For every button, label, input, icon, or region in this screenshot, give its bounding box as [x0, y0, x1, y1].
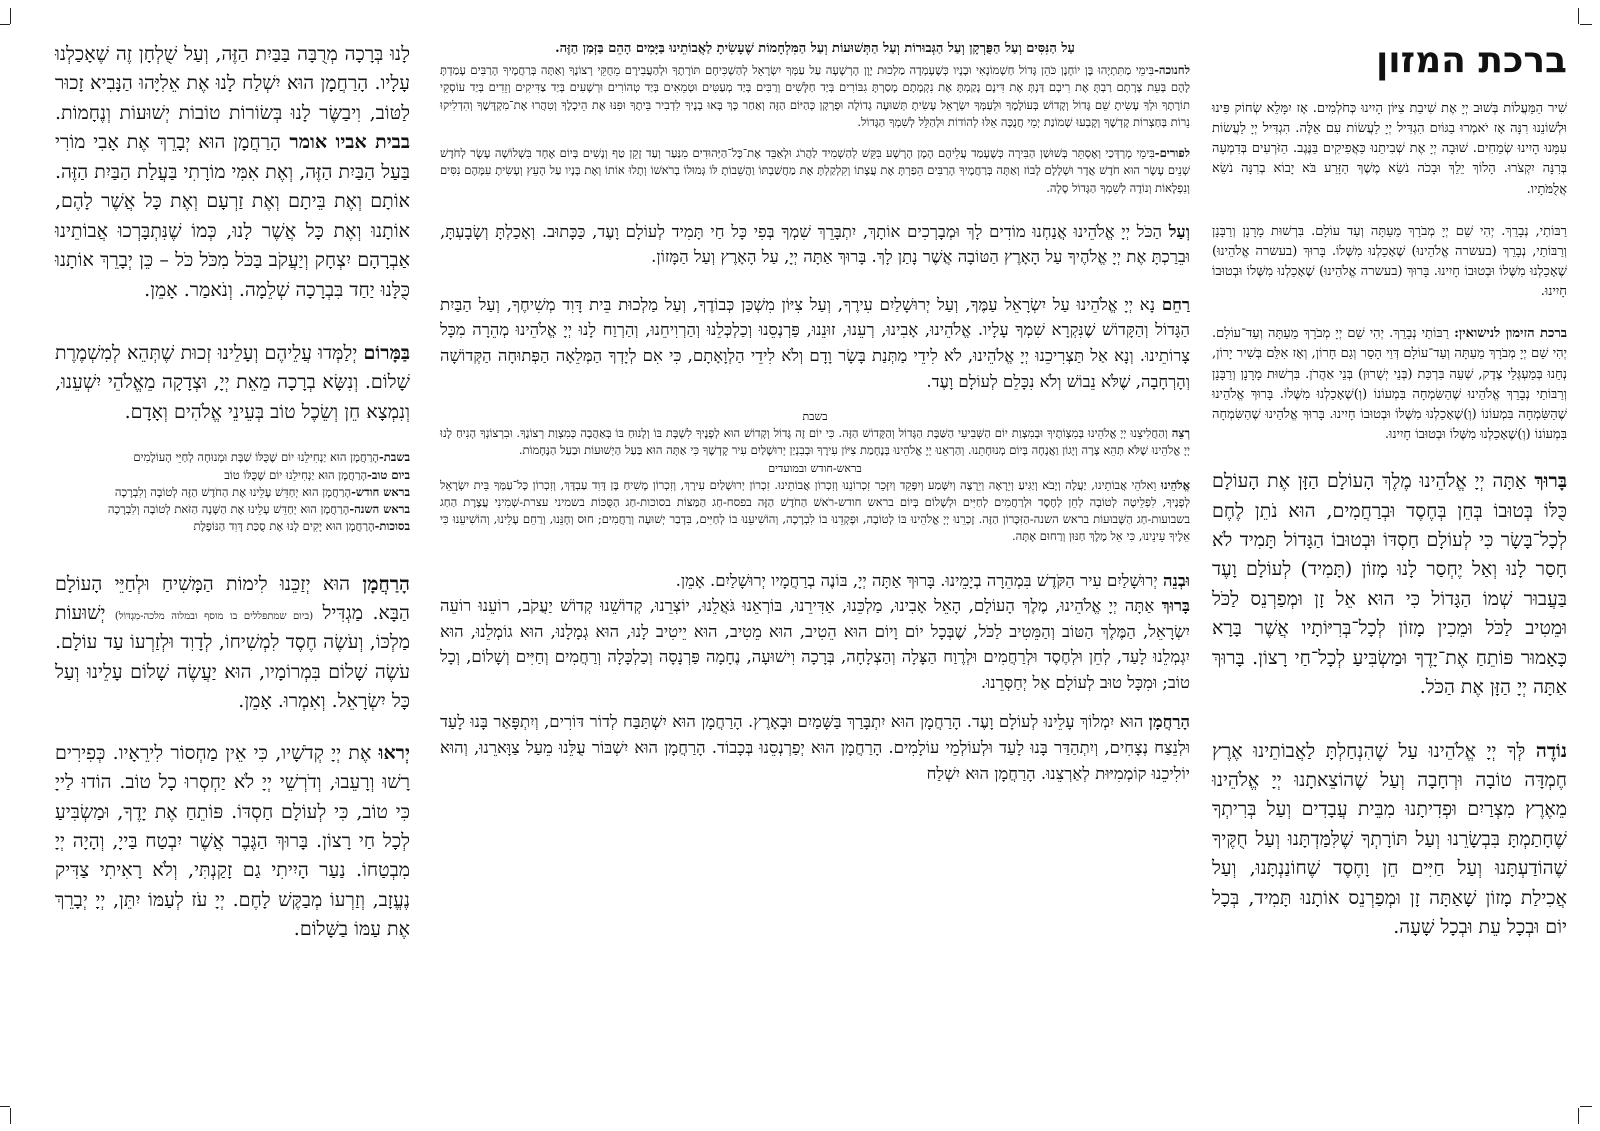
chanuka-paragraph: [440, 62, 1190, 131]
holiday-label: בסוכות-: [374, 519, 410, 534]
holiday-label: בראש חודש-: [351, 484, 410, 499]
al-hanisim-header: עַל הַנִּסִּים וְעַל הַפֻּרְקָן וְעַל הַגְּבוּרוֹת וְעַל הַתְּשׁוּעוֹת וְעַל הַמִּלְחָמוֹת שֶׁעָשִׂיתָ לַאֲבוֹתֵינוּ בַּיָּמִים הָהֵם בַּזְּמַן הַזֶּה.: [555, 41, 1075, 56]
crop-mark: [1578, 1108, 1579, 1124]
zimun-nisuin-label: ברכת הזימון לנישואין:: [1454, 326, 1567, 342]
holiday-text: הָרַחֲמָן הוּא יַנְחִילֵנוּ יוֹם שֶׁכֻּלּוֹ טוֹב: [224, 467, 368, 482]
harachaman-paragraph: [440, 709, 1190, 786]
holiday-text: הָרַחֲמָן הוּא יָקִים לָנוּ אֶת סֻכַּת דָּוִד הַנּוֹפֶלֶת: [193, 519, 375, 534]
holiday-list: [55, 449, 410, 535]
holiday-item: [55, 501, 410, 518]
yeru-paragraph: [55, 739, 410, 945]
continuation-paragraph: [55, 40, 410, 305]
lead-word: אֱלֹהֵינוּ: [1160, 477, 1190, 492]
paragraph-text: הָרַחֲמָן הוּא יְבָרֵךְ אֶת אָבִי מוֹרִי בַּעַל הַבַּיִת הַזֶּה, וְאֶת אִמִּי מוֹרָתִי בַּעֲלַת הַבַּיִת הַזֶּה. אוֹתָם וְאֶת בֵּיתָם וְאֶת זַרְעָם וְאֶת כָּל אֲשֶׁר לָהֶם, אוֹתָנוּ וְאֶת כָּל אֲשֶׁר לָנוּ, כְּמוֹ שֶׁנִּתְבָּרְכוּ אֲבוֹתֵינוּ אַבְרָהָם יִצְחָק וְיַעֲקֹב בַּכֹּל מִכֹּל כֹּל – כֵּן יְבָרֵךְ אוֹתָנוּ כֻּלָּנוּ יַחַד בִּבְרָכָה שְׁלֵמָה. וְנֹאמַר. אָמֵן.: [55, 131, 410, 301]
zimun-nisuin-paragraph: [1212, 324, 1567, 445]
paragraph-text: הַכֹּל יְיָ אֱלֹהֵינוּ אֲנַחְנוּ מוֹדִים לָךְ וּמְבָרְכִים אוֹתָךְ, יִתְבָּרֵךְ שִׁמְךָ בְּפִי כָּל חַי תָּמִיד לְעוֹלָם וָעֶד, כַּכָּתוּב. וְאָכַלְתָּ וְשָׂבָעְתָּ, וּבֵרַכְתָּ אֶת יְיָ אֱלֹהֶיךָ עַל הָאָרֶץ הַטּוֹבָה אֲשֶׁר נָתַן לָךְ. בָּרוּךְ אַתָּה יְיָ, עַל הָאָרֶץ וְעַל הַמָּזוֹן.: [440, 221, 1190, 267]
crop-mark: [10, 1108, 11, 1124]
page-title: ברכת המזון: [1375, 40, 1567, 81]
holiday-label: בראש השנה-: [349, 502, 410, 516]
paragraph-text: בִּימֵי מָרְדְּכַי וְאֶסְתֵּר בְּשׁוּשַׁן הַבִּירָה כְּשֶׁעָמַד עֲלֵיהֶם הָמָן הָרָשָׁע בִּקֵּשׁ לְהַשְׁמִיד לַהֲרֹג וּלְאַבֵּד אֶת־כָּל־הַיְּהוּדִים מִנַּעַר וְעַד זָקֵן טַף וְנָשִׁים בְּיוֹם אֶחָד בִּשְׁלוֹשָׁה עָשָׂר לְחֹדֶשׁ שְׁנֵים עָשָׂר הוּא חֹדֶשׁ אֲדָר וּשְׁלָלָם לָבוֹז וְאַתָּה בְּרַחֲמֶיךָ הָרַבִּים הֵפַרְתָּ אֶת עֲצָתוֹ וְקִלְקַלְתָּ אֶת מַחֲשַׁבְתּוֹ וַהֲשֵׁבוֹתָ לּוֹ גְּמוּלוֹ בְרֹאשׁוֹ וְתָלוּ אוֹתוֹ וְאֶת בָּנָיו עַל הָעֵץ וְעָשִׂיתָ עִמָּהֶם נִסִּים וְנִפְלָאוֹת וְנוֹדֶה לְשִׁמְךָ הַגָּדוֹל סֶלָה.: [440, 146, 1190, 195]
holiday-item: [55, 467, 410, 484]
crop-mark: [0, 1106, 10, 1107]
paragraph-text: לְּךָ יְיָ אֱלֹהֵינוּ עַל שֶׁהִנְחַלְתָּ לַאֲבוֹתֵינוּ אֶרֶץ חֶמְדָּה טוֹבָה וּרְחָבָה וְעַל שֶׁהוֹצֵאתָנוּ יְיָ אֱלֹהֵינוּ מֵאֶרֶץ מִצְרַיִם וּפְדִיתָנוּ מִבֵּית עֲבָדִים וְעַל בְּרִיתְךָ שֶׁחָתַמְתָּ בִּבְשָׂרֵנוּ וְעַל תּוֹרָתְךָ שֶׁלִּמַּדְתָּנוּ וְעַל חֻקֶּיךָ שֶׁהוֹדַעְתָּנוּ וְעַל חַיִּים חֵן וָחֶסֶד שֶׁחוֹנַנְתָּנוּ, וְעַל אֲכִילַת מָזוֹן שָׁאַתָּה זָן וּמְפַרְנֵס אוֹתָנוּ תָּמִיד, בְּכָל יוֹם וּבְכָל עֵת וּבְכָל שָׁעָה.: [1212, 739, 1567, 939]
paragraph-text: וְהַחֲלִיצֵנוּ יְיָ אֱלֹהֵינוּ בְּמִצְוֹתֶיךָ וּבְמִצְוַת יוֹם הַשְּׁבִיעִי הַשַּׁבָּת הַגָּדוֹל וְהַקָּדוֹשׁ הַזֶּה. כִּי יוֹם זֶה גָּדוֹל וְקָדוֹשׁ הוּא לְפָנֶיךָ לִשְׁבָּת בּוֹ וְלָנוּחַ בּוֹ בְּאַהֲבָה כְּמִצְוַת רְצוֹנֶךָ. וּבִרְצוֹנְךָ הָנִיחַ לָנוּ יְיָ אֱלֹהֵינוּ שֶׁלֹּא תְהֵא צָרָה וְיָגוֹן וַאֲנָחָה בְּיוֹם מְנוּחָתֵנוּ. וְהַרְאֵנוּ יְיָ אֱלֹהֵינוּ בְּנֶחָמַת צִיּוֹן עִירֶךָ וּבְבִנְיַן יְרוּשָׁלַיִם עִיר קָדְשֶׁךָ כִּי אַתָּה הוּא בַּעַל הַיְשׁוּעוֹת וּבַעַל הַנֶּחָמוֹת.: [440, 426, 1190, 458]
holiday-text: הָרַחֲמָן הוּא יַנְחִילֵנוּ יוֹם שֶׁכֻּלּוֹ שַׁבָּת וּמְנוּחָה לְחַיֵּי הָעוֹלָמִים: [133, 450, 379, 465]
yaale-veyavo-paragraph: [440, 477, 1190, 546]
lead-word: וּבְנֵה: [1162, 570, 1190, 590]
paragraph-text: לָנוּ בְּרָכָה מְרֻבָּה בַּבַּיִת הַזֶּה, וְעַל שֻׁלְחָן זֶה שֶׁאָכַלְנוּ עָלָיו. הָרַחֲמָן הוּא יִשְׁלַח לָנוּ אֶת אֵלִיָּהוּ הַנָּבִיא זָכוּר לַטּוֹב, וִיבַשֶּׂר לָנוּ בְּשׂוֹרוֹת טוֹבוֹת יְשׁוּעוֹת וְנֶחָמוֹת.: [55, 43, 410, 124]
rosh-chodesh-label: בראש-חודש ובמועדים: [768, 461, 862, 475]
holiday-item: [55, 518, 410, 535]
lead-word: נוֹדֶה: [1535, 739, 1567, 762]
lead-word: בָּרוּךְ: [1534, 470, 1567, 493]
purim-paragraph: [440, 145, 1190, 197]
uvne-paragraph: [440, 568, 1190, 594]
purim-label: לפורים-: [1154, 146, 1190, 160]
column-middle: [440, 40, 1190, 786]
lead-word: בַּמָּרוֹם: [363, 341, 410, 364]
lead-word: הָרַחֲמָן: [1148, 712, 1190, 732]
crop-mark: [10, 8, 11, 24]
crop-mark: [0, 24, 10, 25]
lead-word: וְעַל: [1168, 221, 1190, 241]
shabbat-label: בשבת: [802, 410, 828, 424]
crop-mark: [1580, 24, 1592, 25]
holiday-label: בשבת-: [378, 450, 410, 465]
crop-mark: [1578, 8, 1579, 24]
baruch-hazan-paragraph: [1212, 467, 1567, 703]
holiday-item: [55, 449, 410, 466]
paragraph-text: יְלַמְּדוּ עֲלֵיהֶם וְעָלֵינוּ זְכוּת שֶׁתְּהֵא לְמִשְׁמֶרֶת שָׁלוֹם. וְנִשָּׂא בְרָכָה מֵאֵת יְיָ, וּצְדָקָה מֵאֱלֹהֵי יִשְׁעֵנוּ, וְנִמְצָא חֵן וְשֵׂכֶל טוֹב בְּעֵינֵי אֱלֹהִים וְאָדָם.: [55, 341, 410, 423]
holiday-text: הָרַחֲמָן הוּא יְחַדֵּשׁ עָלֵינוּ אֶת הַחֹדֶשׁ הַזֶּה לְטוֹבָה וְלִבְרָכָה: [114, 484, 352, 499]
holiday-text: הָרַחֲמָן הוּא יְחַדֵּשׁ עָלֵינוּ אֶת הַשָּׁנָה הַזֹּאת לְטוֹבָה וְלִבְרָכָה: [107, 502, 350, 516]
zimun-paragraph: רַבּוֹתַי, נְבָרֵךְ. יְהִי שֵׁם יְיָ מְבֹרָךְ מֵעַתָּה וְעַד עוֹלָם. בִּרְשׁוּת מָרָנָן וְרַבָּנָן וְרַבּוֹתַי, נְבָרֵךְ (בעשרה אֱלֹהֵינוּ) שֶׁאָכַלְנוּ מִשֶּׁלוֹ. בָּרוּךְ (בעשרה אֱלֹהֵינוּ) שֶׁאָכַלְנוּ מִשֶּׁלוֹ וּבְטוּבוֹ חָיִינוּ. בָּרוּךְ (בעשרה אֱלֹהֵינוּ) שֶׁאָכַלְנוּ מִשֶּׁלוֹ וּבְטוּבוֹ חָיִינוּ.: [1212, 223, 1567, 300]
paragraph-text: הוּא יְזַכֵּנוּ לִימוֹת הַמָּשִׁיחַ וּלְחַיֵּי הָעוֹלָם הַבָּא. מַגְדִּיל: [55, 572, 410, 624]
column-right: [1212, 40, 1567, 943]
paragraph-text: אַתָּה יְיָ אֱלֹהֵינוּ, מֶלֶךְ הָעוֹלָם, הָאֵל אָבִינוּ, מַלְכֵּנוּ, אַדִּירֵנוּ, בּוֹרְאֵנוּ גֹּאֲלֵנוּ, יוֹצְרֵנוּ, קְדוֹשֵׁנוּ קְדוֹשׁ יַעֲקֹב, רוֹעֵנוּ רוֹעֵה יִשְׂרָאֵל, הַמֶּלֶךְ הַטּוֹב וְהַמֵּטִיב לַכֹּל, שֶׁבְּכָל יוֹם וָיוֹם הוּא הֵטִיב, הוּא מֵטִיב, הוּא יֵיטִיב לָנוּ, הוּא גְמָלָנוּ, הוּא גוֹמְלֵנוּ, הוּא יִגְמְלֵנוּ לָעַד, לְחֵן וּלְחֶסֶד וּלְרַחֲמִים וּלְרֶוַח הַצָּלָה וְהַצְלָחָה, בְּרָכָה וִישׁוּעָה, נֶחָמָה פַּרְנָסָה וְכַלְכָּלָה וְרַחֲמִים וְחַיִּים וְשָׁלוֹם, וְכָל טוֹב; וּמִכָּל טוּב לְעוֹלָם אַל יְחַסְּרֵנוּ.: [440, 596, 1190, 692]
paragraph-text: יְשׁוּעוֹת מַלְכּוֹ, וְעֹשֶׂה חֶסֶד לִמְשִׁיחוֹ, לְדָוִד וּלְזַרְעוֹ עַד עוֹלָם. עֹשֶׂה שָׁלוֹם בִּמְרוֹמָיו, הוּא יַעֲשֶׂה שָׁלוֹם עָלֵינוּ וְעַל כָּל יִשְׂרָאֵל. וְאִמְרוּ. אָמֵן.: [55, 601, 410, 713]
shir-hamaalot: שִׁיר הַמַּעֲלוֹת בְּשׁוּב יְיָ אֶת שִׁיבַת צִיּוֹן הָיִינוּ כְּחֹלְמִים. אָז יִמָּלֵא שְׂחוֹק פִּינוּ וּלְשׁוֹנֵנוּ רִנָּה אָז יֹאמְרוּ בַגּוֹיִם הִגְדִּיל יְיָ לַעֲשׂוֹת עִם אֵלֶּה. הִגְדִּיל יְיָ לַעֲשׂוֹת עִמָּנוּ הָיִינוּ שְׂמֵחִים. שׁוּבָה יְיָ אֶת שְׁבִיתֵנוּ כַּאֲפִיקִים בַּנֶּגֶב. הַזֹּרְעִים בְּדִמְעָה בְּרִנָּה יִקְצֹרוּ. הָלוֹךְ יֵלֵךְ וּבָכֹה נֹשֵׂא מֶשֶׁךְ הַזָּרַע בֹּא יָבוֹא בְרִנָּה נֹשֵׂא אֲלֻמֹּתָיו.: [1212, 101, 1567, 197]
lead-word: רְצֵה: [1171, 426, 1190, 441]
paragraph-text: הוּא יִמְלוֹךְ עָלֵינוּ לְעוֹלָם וָעֶד. הָרַחֲמָן הוּא יִתְבָּרַךְ בַּשָּׁמַיִם וּבָאָרֶץ. הָרַחֲמָן הוּא יִשְׁתַּבַּח לְדוֹר דּוֹרִים, וְיִתְפָּאַר בָּנוּ לָעַד וּלְנֵצַח נְצָחִים, וְיִתְהַדַּר בָּנוּ לָעַד וּלְעוֹלְמֵי עוֹלָמִים. הָרַחֲמָן הוּא יְפַרְנְסֵנוּ בְּכָבוֹד. הָרַחֲמָן הוּא יִשְׁבּוֹר עֻלֵּנוּ מֵעַל צַוָּארֵנוּ, וְהוּא יוֹלִיכֵנוּ קוֹמְמִיּוּת לְאַרְצֵנוּ. הָרַחֲמָן הוּא יִשְׁלַח: [440, 712, 1190, 783]
lead-word: רַחֵם: [1161, 294, 1190, 314]
baruch-hatov-paragraph: [440, 593, 1190, 695]
retze-paragraph: [440, 425, 1190, 460]
paragraph-text: וֵאלֹהֵי אֲבוֹתֵינוּ, יַעֲלֶה וְיָבֹא וְיַגִּיעַ וְיֵרָאֶה וְיֵרָצֶה וְיִשָּׁמַע וְיִפָּקֵד וְיִזָּכֵר זִכְרוֹנֵנוּ וְזִכְרוֹן אֲבוֹתֵינוּ. זִכְרוֹן יְרוּשָׁלַיִם עִירָךְ, וְזִכְרוֹן מָשִׁיחַ בֶּן דָּוִד עַבְדָּךְ, וְזִכְרוֹן כָּל־עַמְּךָ בֵּית יִשְׂרָאֵל לְפָנֶיךָ, לִפְלֵיטָה לְטוֹבָה לְחֵן לְחֶסֶד וּלְרַחֲמִים לְחַיִּים וּלְשָׁלוֹם בְּיוֹם בראש חודש-רֹאשׁ הַחֹדֶשׁ הַזֶּה בפסח-חַג הַמַּצּוֹת בסוכות-חַג הַסֻּכּוֹת בשמיני עצרת-שְׁמִינִי עֲצֶרֶת הַחַג בשבועות-חַג הַשָּׁבוּעוֹת בראש השנה-הַזִּכָּרוֹן הַזֶּה. זָכְרֵנוּ יְיָ אֱלֹהֵינוּ בּוֹ לְטוֹבָה, וּפָקְדֵנוּ בוֹ לִבְרָכָה, וְהוֹשִׁיעֵנוּ בוֹ לְחַיִּים, בִּדְבַר יְשׁוּעָה וְרַחֲמִים; חוּס וְחָנֵּנוּ, וְרַחֵם עָלֵינוּ, וְהוֹשִׁיעֵנוּ כִּי אֵלֶיךָ עֵינֵינוּ, כִּי אֵל מֶלֶךְ חַנּוּן וְרַחוּם אָתָּה.: [440, 477, 1190, 544]
paragraph-text: אַתָּה יְיָ אֱלֹהֵינוּ מֶלֶךְ הָעוֹלָם הַזָּן אֶת הָעוֹלָם כֻּלּוֹ בְּטוּבוֹ בְּחֵן בְּחֶסֶד וּבְרַחֲמִים, הוּא נֹתֵן לֶחֶם לְכָל־בָּשָׂר כִּי לְעוֹלָם חַסְדּוֹ וּבְטוּבוֹ הַגָּדוֹל תָּמִיד לֹא חָסַר לָנוּ וְאַל יֶחְסַר לָנוּ מָזוֹן (תָּמִיד) לְעוֹלָם וָעֶד בַּעֲבוּר שְׁמוֹ הַגָּדוֹל כִּי הוּא אֵל זָן וּמְפַרְנֵס לַכֹּל וּמֵטִיב לַכֹּל וּמֵכִין מָזוֹן לְכָל־בְּרִיּוֹתָיו אֲשֶׁר בָּרָא כָּאָמוּר פּוֹתֵחַ אֶת־יָדֶךָ וּמַשְׂבִּיעַ לְכָל־חַי רָצוֹן. בָּרוּךְ אַתָּה יְיָ הַזָּן אֶת הַכֹּל.: [1212, 470, 1567, 699]
paragraph-text: אֶת יְיָ קְדֹשָׁיו, כִּי אֵין מַחְסוֹר לִירֵאָיו. כְּפִירִים רָשׁוּ וְרָעֵבוּ, וְדֹרְשֵׁי יְיָ לֹא יַחְסְרוּ כָל טוֹב. הוֹדוּ לַייָ כִּי טוֹב, כִּי לְעוֹלָם חַסְדּוֹ. פּוֹתֵחַ אֶת יָדֶךָ, וּמַשְׂבִּיעַ לְכָל חַי רָצוֹן. בָּרוּךְ הַגֶּבֶר אֲשֶׁר יִבְטַח בַּייָ, וְהָיָה יְיָ מִבְטַחוֹ. נַעַר הָיִיתִי גַם זָקַנְתִּי, וְלֹא רָאִיתִי צַדִּיק נֶעֱזָב, וְזַרְעוֹ מְבַקֶּשׁ לָחֶם. יְיָ עֹז לְעַמּוֹ יִתֵּן, יְיָ יְבָרֵךְ אֶת עַמּוֹ בַשָּׁלוֹם.: [55, 741, 410, 941]
column-left: [55, 40, 410, 945]
lead-word: יְראוּ: [378, 741, 410, 764]
paragraph-text: בִּימֵי מַתִּתְיָהוּ בֶּן יוֹחָנָן כֹּהֵן גָּדוֹל חַשְׁמוֹנָאִי וּבָנָיו כְּשֶׁעָמְדָה מַלְכוּת יָוָן הָרְשָׁעָה עַל עַמְּךָ יִשְׂרָאֵל לְהַשְׁכִּיחָם תּוֹרָתֶךָ וּלְהַעֲבִירָם מֵחֻקֵּי רְצוֹנֶךָ וְאַתָּה בְּרַחֲמֶיךָ הָרַבִּים עָמַדְתָּ לָהֶם בְּעֵת צָרָתָם רַבְתָּ אֶת רִיבָם דַּנְתָּ אֶת דִּינָם נָקַמְתָּ אֶת נִקְמָתָם מָסַרְתָּ גִבּוֹרִים בְּיַד חַלָּשִׁים וְרַבִּים בְּיַד מְעַטִּים וּטְמֵאִים בְּיַד טְהוֹרִים וּרְשָׁעִים בְּיַד צַדִּיקִים וְזֵדִים בְּיַד עוֹסְקֵי תוֹרָתֶךָ וּלְךָ עָשִׂיתָ שֵׁם גָּדוֹל וְקָדוֹשׁ בְּעוֹלָמֶךָ וּלְעַמְּךָ יִשְׂרָאֵל עָשִׂיתָ תְּשׁוּעָה גְדוֹלָה וּפֻרְקָן כְּהַיּוֹם הַזֶּה וְאַחַר כָּךְ בָּאוּ בָנֶיךָ לִדְבִיר בֵּיתֶךָ וּפִנּוּ אֶת הֵיכָלֶךָ וְטִהֲרוּ אֶת־מִקְדָּשֶׁךָ וְהִדְלִיקוּ נֵרוֹת בְּחַצְרוֹת קָדְשֶׁךָ וְקָבְעוּ שְׁמוֹנַת יְמֵי חֲנֻכָּה אֵלּוּ לְהוֹדוֹת וּלְהַלֵּל לְשִׁמְךָ הַגָּדוֹל.: [440, 63, 1190, 129]
veal-hakol-paragraph: [440, 219, 1190, 270]
harachaman-mashiach-paragraph: [55, 570, 410, 717]
lead-word: בָּרוּךְ: [1161, 596, 1190, 616]
paragraph-text: נָא יְיָ אֱלֹהֵינוּ עַל יִשְׂרָאֵל עַמֶּךָ, וְעַל יְרוּשָׁלַיִם עִירֶךָ, וְעַל צִיּוֹן מִשְׁכַּן כְּבוֹדֶךָ, וְעַל מַלְכוּת בֵּית דָּוִד מְשִׁיחֶךָ, וְעַל הַבַּיִת הַגָּדוֹל וְהַקָּדוֹשׁ שֶׁנִּקְרָא שִׁמְךָ עָלָיו. אֱלֹהֵינוּ, אָבִינוּ, רְעֵנוּ, זוּנֵנוּ, פַּרְנְסֵנוּ וְכַלְכְּלֵנוּ וְהַרְוִיחֵנוּ, וְהַרְוַח לָנוּ יְיָ אֱלֹהֵינוּ מְהֵרָה מִכָּל צָרוֹתֵינוּ. וְנָא אַל תַּצְרִיכֵנוּ יְיָ אֱלֹהֵינוּ, לֹא לִידֵי מַתְּנַת בָּשָׂר וָדָם וְלֹא לִידֵי הַלְוָאָתָם, כִּי אִם לְיָדְךָ הַמְּלֵאָה הַפְּתוּחָה הַקְּדוֹשָׁה וְהָרְחָבָה, שֶׁלֹּא נֵבוֹשׁ וְלֹא נִכָּלֵם לְעוֹלָם וָעֶד.: [440, 294, 1190, 391]
lead-word: הָרַחֲמָן: [362, 572, 410, 595]
rachem-paragraph: [440, 292, 1190, 394]
inline-note: (ביום שמתפללים בו מוסף ובמלוה מלכה-מִגְדּוֹל): [114, 610, 314, 622]
chanuka-label: לחנוכה-: [1154, 63, 1190, 77]
crop-mark: [1580, 1106, 1592, 1107]
node-paragraph: [1212, 737, 1567, 943]
holiday-item: [55, 484, 410, 501]
paragraph-text: יְרוּשָׁלַיִם עִיר הַקֹּדֶשׁ בִּמְהֵרָה בְיָמֵינוּ. בָּרוּךְ אַתָּה יְיָ, בּוֹנֶה בְרַחֲמָיו יְרוּשָׁלַיִם. אָמֵן.: [675, 570, 1163, 590]
zimun-nisuin-text: רַבּוֹתַי נְבָרֵךְ. יְהִי שֵׁם יְיָ מְבֹרָךְ מֵעַתָּה וְעַד־עוֹלָם. יְהִי שֵׁם יְיָ מְבֹרָךְ מֵעַתָּה וְעַד־עוֹלָם דְּוַי הָסֵר וְגַם חָרוֹן, וְאָז אִלֵּם בְּשִׁיר יָרוֹן, נְחֵנוּ בְּמַעְגְּלֵי צֶדֶק, שְׁעֵה בִּרְכַּת (בְּנֵי יְשֻׁרוּן) בְּנֵי אַהֲרֹן. בִּרְשׁוּת מָרָנָן וְרַבָּנָן וְרַבּוֹתַי נְבָרֵךְ אֱלֹהֵינוּ שֶׁהַשִּׂמְחָה בִּמְעוֹנוֹ (וְ)שֶׁאָכַלְנוּ מִשֶּׁלוֹ. בָּרוּךְ אֱלֹהֵינוּ שֶׁהַשִּׂמְחָה בִּמְעוֹנוֹ (וְ)שֶׁאָכַלְנוּ מִשֶּׁלוֹ וּבְטוּבוֹ חָיִינוּ. בָּרוּךְ אֱלֹהֵינוּ שֶׁהַשִּׂמְחָה בִּמְעוֹנוֹ (וְ)שֶׁאָכַלְנוּ מִשֶּׁלוֹ וּבְטוּבוֹ חָיִינוּ.: [1212, 326, 1567, 442]
holiday-label: ביום טוב-: [367, 467, 410, 482]
bamarom-paragraph: [55, 339, 410, 427]
beit-avi-label: בבית אביו אומר: [280, 131, 410, 154]
